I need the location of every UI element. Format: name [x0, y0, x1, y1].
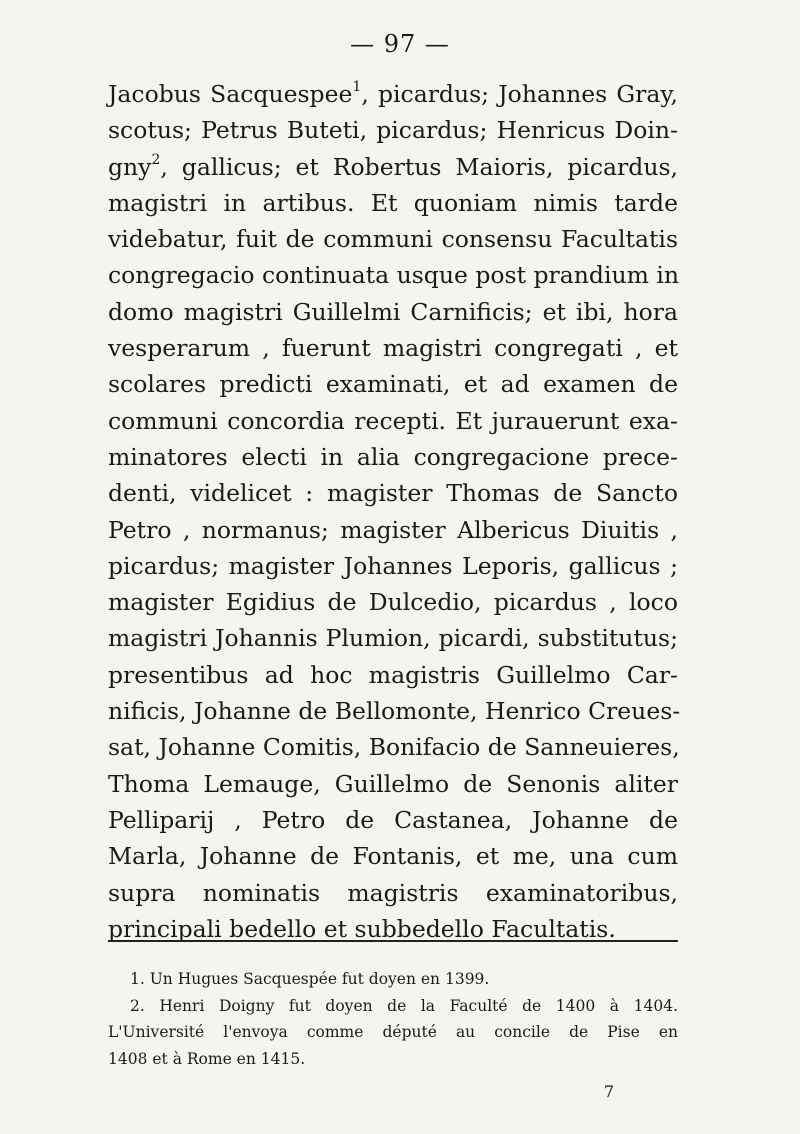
footnote-2-line-3: 1408 et à Rome en 1415.	[108, 1049, 306, 1068]
text-line-segment: scolares predicti examinati, et ad examen de	[108, 370, 678, 399]
footnote-1: 1. Un Hugues Sacquespée fut doyen en 1399.	[130, 970, 490, 988]
text-line-segment: supra nominatis magistris examinatoribus,	[108, 878, 678, 907]
text-line-segment: domo magistri Guillelmi Carnificis; et ibi, hora	[108, 297, 678, 326]
text-line-segment: principali bedello et subbedello Facultatis.	[108, 914, 616, 943]
footnote-2-line-1: 2. Henri Doigny fut doyen de la Faculté de 1400 à 1404.	[130, 996, 678, 1015]
main-text	[108, 76, 681, 947]
text-line-segment: presentibus ad hoc magistris Guillelmo Car-	[108, 660, 678, 689]
text-line	[108, 512, 678, 548]
footnotes	[108, 966, 678, 1072]
text-line-segment: minatores electi in alia congregacione prece-	[108, 442, 678, 471]
text-line	[108, 766, 678, 802]
text-line-segment: , picardus; Johannes Gray,	[361, 80, 678, 108]
text-line-segment: videbatur, fuit de communi consensu Facultatis	[108, 225, 678, 254]
text-line	[108, 475, 678, 511]
page-number: — 97 —	[350, 30, 450, 58]
text-line	[108, 657, 678, 693]
text-line	[108, 838, 678, 874]
signature-mark: 7	[603, 1082, 614, 1101]
text-line-segment: sat, Johanne Comitis, Bonifacio de Sanneuieres,	[108, 733, 680, 762]
text-line-segment: scotus; Petrus Buteti, picardus; Henricus Doin-	[108, 116, 678, 145]
text-line-segment: magister Egidius de Dulcedio, picardus , loco	[108, 588, 678, 617]
footnote-2-line-2: L'Université l'envoya comme député au concile de Pise en	[108, 1023, 678, 1041]
text-line	[108, 548, 678, 584]
text-line-segment: gny	[108, 152, 152, 181]
text-line-segment: congregacio continuata usque post prandium in	[108, 261, 680, 290]
text-line	[108, 439, 678, 475]
text-line-segment: magistri Johannis Plumion, picardi, substitutus;	[108, 624, 678, 653]
footnote-marker: 1	[352, 79, 362, 96]
text-line	[108, 76, 678, 112]
text-line	[108, 584, 678, 620]
text-line	[108, 366, 678, 402]
text-line-segment: communi concordia recepti. Et jurauerunt exa-	[108, 406, 678, 435]
text-line-segment: , gallicus; et Robertus Maioris, picardus,	[160, 152, 678, 181]
text-line-segment: Pelliparij , Petro de Castanea, Johanne de	[108, 805, 678, 834]
text-line-segment: Jacobus Sacquespee	[108, 80, 353, 108]
text-line	[108, 294, 678, 330]
text-line	[108, 620, 678, 656]
text-line	[108, 185, 678, 221]
footnote-marker: 2	[151, 151, 161, 168]
text-line-segment: nificis, Johanne de Bellomonte, Henrico Creues-	[108, 697, 681, 726]
text-line	[108, 802, 678, 838]
text-line-segment: picardus; magister Johannes Leporis, gallicus ;	[108, 551, 678, 580]
footnote-rule	[108, 940, 678, 942]
text-line	[108, 330, 678, 366]
text-line	[108, 693, 681, 729]
text-line	[108, 221, 678, 257]
text-line	[108, 149, 678, 185]
text-line-segment: Petro , normanus; magister Albericus Diuitis ,	[108, 515, 678, 544]
text-line	[108, 729, 678, 765]
text-line	[108, 403, 678, 439]
text-line-segment: denti, videlicet : magister Thomas de Sancto	[108, 479, 678, 508]
text-line-segment: Thoma Lemauge, Guillelmo de Senonis aliter	[108, 769, 678, 798]
text-line-segment: magistri in artibus. Et quoniam nimis tarde	[108, 188, 678, 217]
text-line	[108, 257, 678, 293]
text-line-segment: vesperarum , fuerunt magistri congregati , et	[108, 334, 678, 363]
text-line	[108, 112, 678, 148]
text-line	[108, 875, 678, 911]
text-line-segment: Marla, Johanne de Fontanis, et me, una cum	[108, 842, 678, 871]
